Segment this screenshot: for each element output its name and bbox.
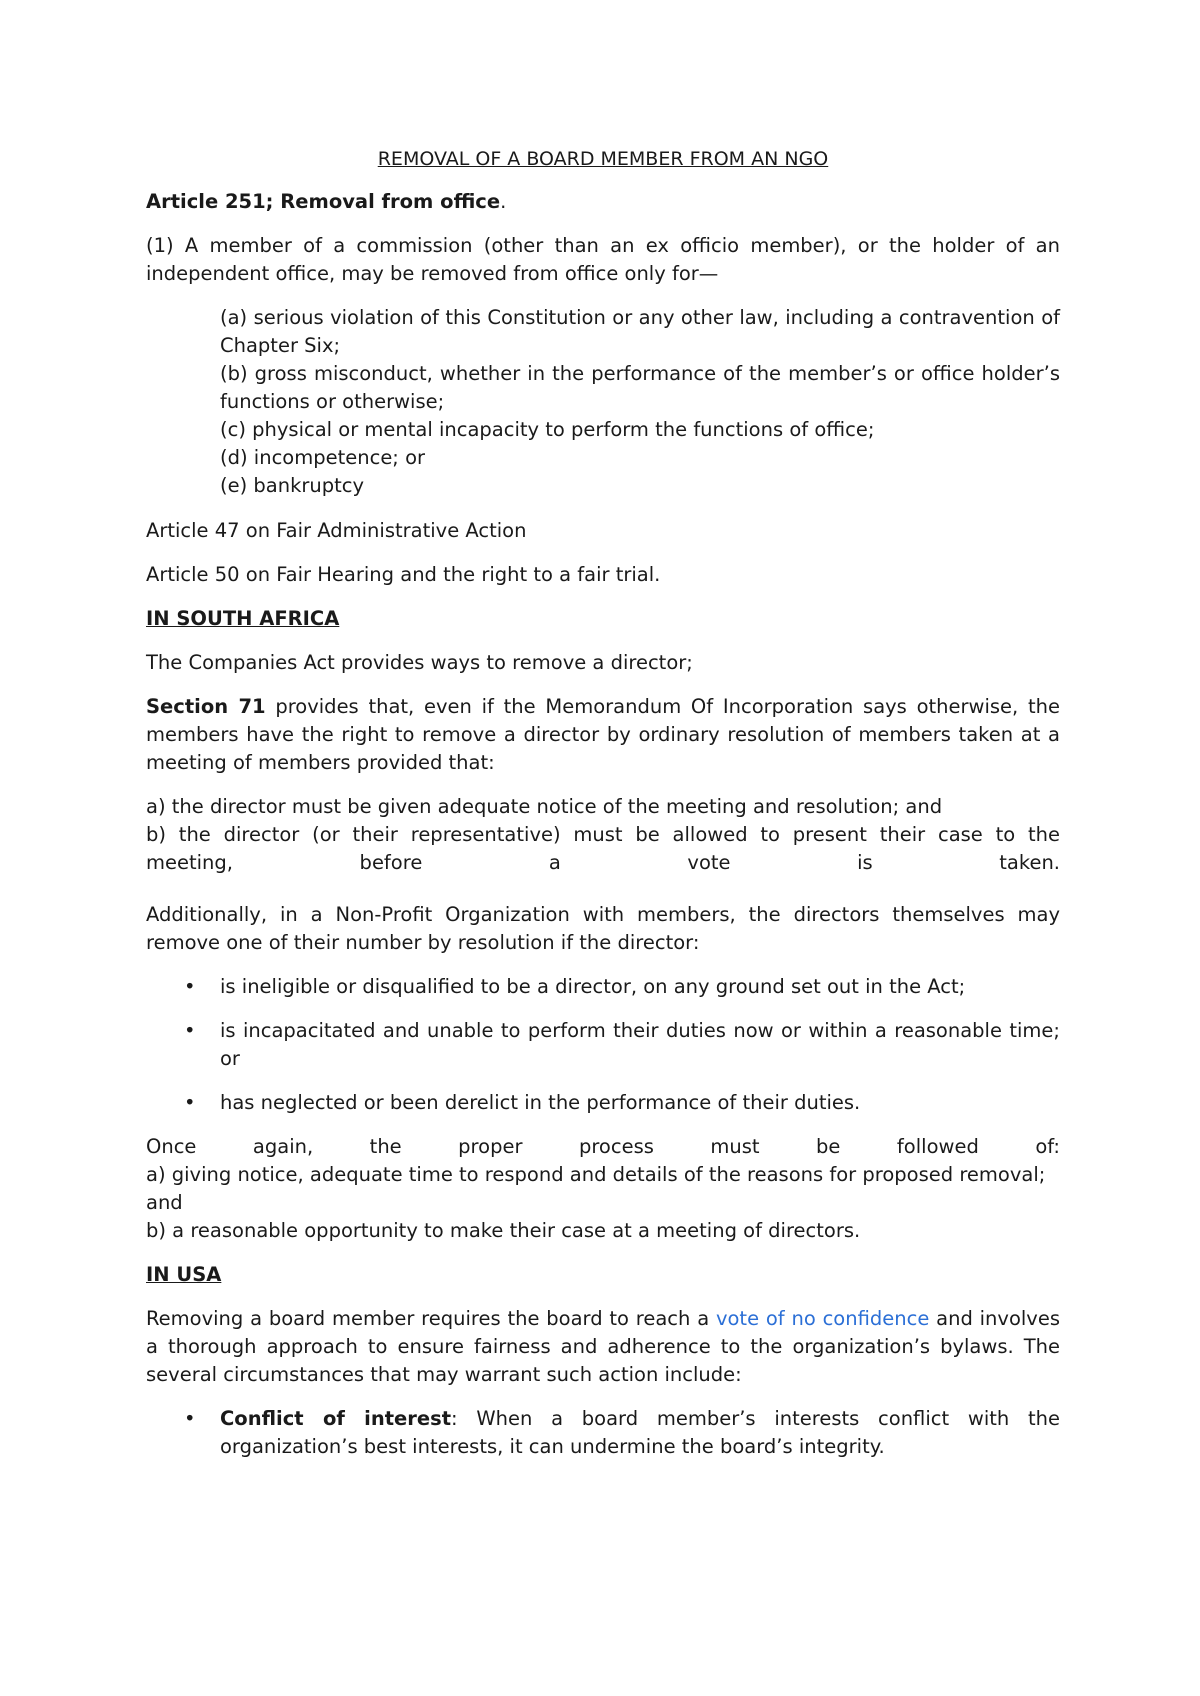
bullet-icon: •	[184, 1019, 196, 1042]
article-50: Article 50 on Fair Hearing and the right to a fair trial.	[146, 563, 661, 586]
page-title: REMOVAL OF A BOARD MEMBER FROM AN NGO	[377, 148, 829, 170]
usa-bullets	[146, 1405, 1060, 1461]
section-71-label: Section 71	[146, 695, 266, 718]
condition-b-end: meeting, before a vote is taken.	[146, 851, 1060, 874]
list-item: (d) incompetence; or	[220, 446, 426, 469]
process-line: Once again, the proper process must be followed of:	[146, 1135, 1060, 1158]
conflict-of-interest-label: Conflict of interest	[220, 1407, 452, 1430]
list-item	[146, 1089, 1060, 1117]
additionally-paragraph: Additionally, in a Non-Profit Organization with members, the directors themselves may remove one of their number by resolution if the director:	[146, 903, 1060, 954]
condition-a: a) the director must be given adequate notice of the meeting and resolution; and	[146, 795, 943, 818]
list-item-text: is ineligible or disqualified to be a director, on any ground set out in the Act;	[220, 975, 966, 998]
director-removal-bullets	[146, 973, 1060, 1117]
bullet-icon: •	[184, 1407, 196, 1430]
section-heading-south-africa: IN SOUTH AFRICA	[146, 607, 340, 630]
list-item	[146, 1405, 1060, 1461]
list-item-text: is incapacitated and unable to perform their duties now or within a reasonable time; or	[220, 1019, 1060, 1070]
usa-intro-paragraph	[146, 1305, 1060, 1389]
bullet-icon: •	[184, 1091, 196, 1114]
section-71-text: provides that, even if the Memorandum Of Incorporation says otherwise, the members have the right to remove a director by ordinary resolution of members taken at a meeting of members provided that:	[146, 695, 1060, 774]
usa-intro-post: and involves a thorough approach to ensure fairness and adherence to the organization’s bylaws. The several circumstances that may warrant such action include:	[146, 1307, 1060, 1386]
list-item	[146, 1017, 1060, 1073]
list-item: (e) bankruptcy	[220, 474, 365, 497]
article-47: Article 47 on Fair Administrative Action	[146, 519, 527, 542]
list-item: (c) physical or mental incapacity to perform the functions of office;	[220, 418, 875, 441]
document-body	[146, 145, 1060, 1477]
process-a: a) giving notice, adequate time to respond and details of the reasons for proposed removal;	[146, 1163, 1046, 1186]
usa-intro-pre: Removing a board member requires the board to reach a	[146, 1307, 716, 1330]
list-item: (b) gross misconduct, whether in the performance of the member’s or office holder’s functions or otherwise;	[220, 362, 1060, 413]
list-item	[146, 973, 1060, 1001]
list-item-text: has neglected or been derelict in the performance of their duties.	[220, 1091, 861, 1114]
vote-of-no-confidence-link[interactable]: vote of no confidence	[715, 1307, 930, 1330]
condition-b: b) the director (or their representative) must be allowed to present their case to the	[146, 823, 1060, 846]
process-b: b) a reasonable opportunity to make their case at a meeting of directors.	[146, 1219, 861, 1242]
article-251-intro: (1) A member of a commission (other than an ex officio member), or the holder of an independent office, may be removed from office only for—	[146, 234, 1060, 285]
article-251-items	[220, 304, 1060, 500]
section-heading-usa: IN USA	[146, 1263, 222, 1286]
companies-act-paragraph: The Companies Act provides ways to remove a director;	[146, 651, 693, 674]
list-item: (a) serious violation of this Constitution or any other law, including a contravention of Chapter Six;	[220, 306, 1060, 357]
article-251-heading-period: .	[500, 190, 507, 213]
article-251-heading-text: Article 251; Removal from office	[146, 190, 501, 213]
conflict-of-interest-text: : When a board member’s interests conflict with the organization’s best interests, it can undermine the board’s integrity.	[220, 1407, 1060, 1458]
process-and: and	[146, 1191, 183, 1214]
article-251-heading	[146, 188, 1060, 216]
section-71-paragraph	[146, 693, 1060, 777]
bullet-icon: •	[184, 975, 196, 998]
